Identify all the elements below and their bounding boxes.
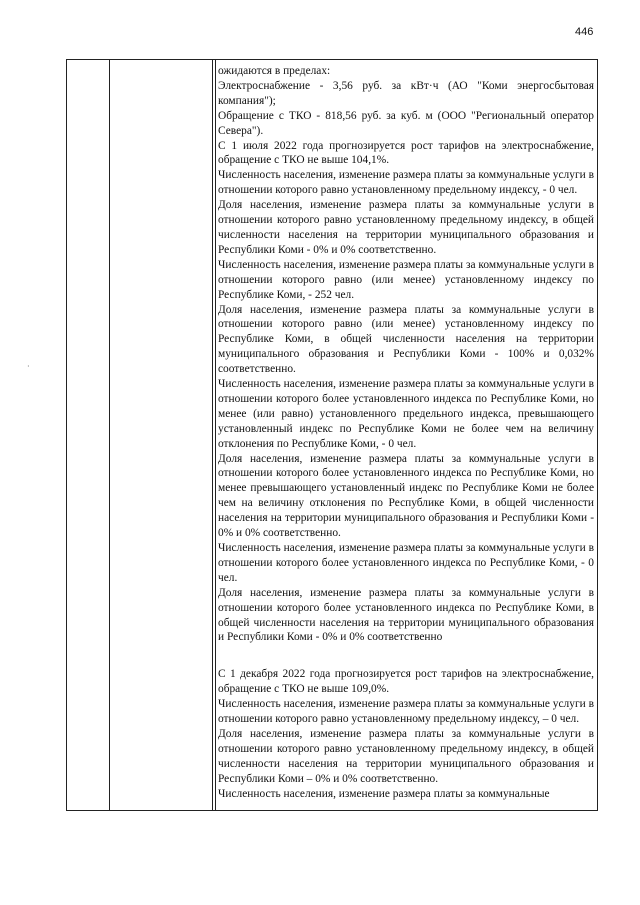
paragraph: Электроснабжение - 3,56 руб. за кВт·ч (АО "Коми энергосбытовая компания"); (218, 79, 594, 107)
page-number: 446 (575, 26, 594, 38)
table-cell-text (218, 64, 594, 802)
paragraph: ожидаются в пределах: (218, 65, 331, 77)
paragraph: Численность населения, изменение размера платы за коммунальные услуги в отношении которого равно установленному предельному индексу, – 0 чел. (218, 698, 594, 726)
paragraph: Доля населения, изменение размера платы за коммунальные услуги в отношении которого более установленного индекса по Республике Коми, в общей численности населения на территории муниципального образования и Республики Коми - 0% и 0% соответственно (218, 586, 594, 644)
column-divider (109, 60, 110, 810)
paragraph: Численность населения, изменение размера платы за коммунальные услуги в отношении которого более установленного индекса по Республике Коми, но менее (или равно) установленного предельного индекса, превышающего установленный индекс по Республике Коми не более чем на величину отклонения по Республике Коми, - 0 чел. (218, 378, 594, 450)
paragraph: Доля населения, изменение размера платы за коммунальные услуги в отношении которого более установленного индекса по Республике Коми, но менее превышающего установленный индекс по Республике Коми не более чем на величину отклонения по Республике Коми, в общей численности населения на территории муниципального образования и Республики Коми - 0% и 0% соответственно. (218, 452, 594, 540)
paragraph: Доля населения, изменение размера платы за коммунальные услуги в отношении которого равно установленному предельному индексу, в общей численности населения на территории муниципального образования и Республики Коми - 0% и 0% соответственно. (218, 199, 594, 256)
paragraph: С 1 июля 2022 года прогнозируется рост тарифов на электроснабжение, обращение с ТКО не выше 104,1%. (218, 139, 594, 167)
margin-mark: · (27, 362, 30, 371)
paragraph: Численность населения, изменение размера платы за коммунальные (218, 787, 550, 800)
column-divider (212, 60, 213, 810)
column-divider (215, 60, 216, 810)
paragraph: Численность населения, изменение размера платы за коммунальные услуги в отношении которого равно (или менее) установленному индексу по Республике Коми, - 252 чел. (218, 258, 594, 301)
document-table (66, 59, 598, 811)
paragraph: Численность населения, изменение размера платы за коммунальные услуги в отношении которого более установленного индекса по Республике Коми, - 0 чел. (218, 542, 594, 584)
paragraph: Доля населения, изменение размера платы за коммунальные услуги в отношении которого равно установленному предельному индексу, в общей численности населения на территории муниципального образования и Республики Коми – 0% и 0% соответственно. (218, 727, 594, 785)
paragraph: Численность населения, изменение размера платы за коммунальные услуги в отношении которого равно установленному предельному индексу, - 0 чел. (218, 169, 594, 197)
paragraph: Доля населения, изменение размера платы за коммунальные услуги в отношении которого равно (или менее) установленному индексу по Республике Коми, в общей численности населения на территории муниципального образования и Республики Коми - 100% и 0,032% соответственно. (218, 303, 594, 376)
paragraph: Обращение с ТКО - 818,56 руб. за куб. м (ООО "Региональный оператор Севера"). (218, 109, 594, 137)
blank-gap (218, 645, 594, 667)
paragraph: С 1 декабря 2022 года прогнозируется рост тарифов на электроснабжение, обращение с ТКО не выше 109,0%. (218, 668, 594, 696)
